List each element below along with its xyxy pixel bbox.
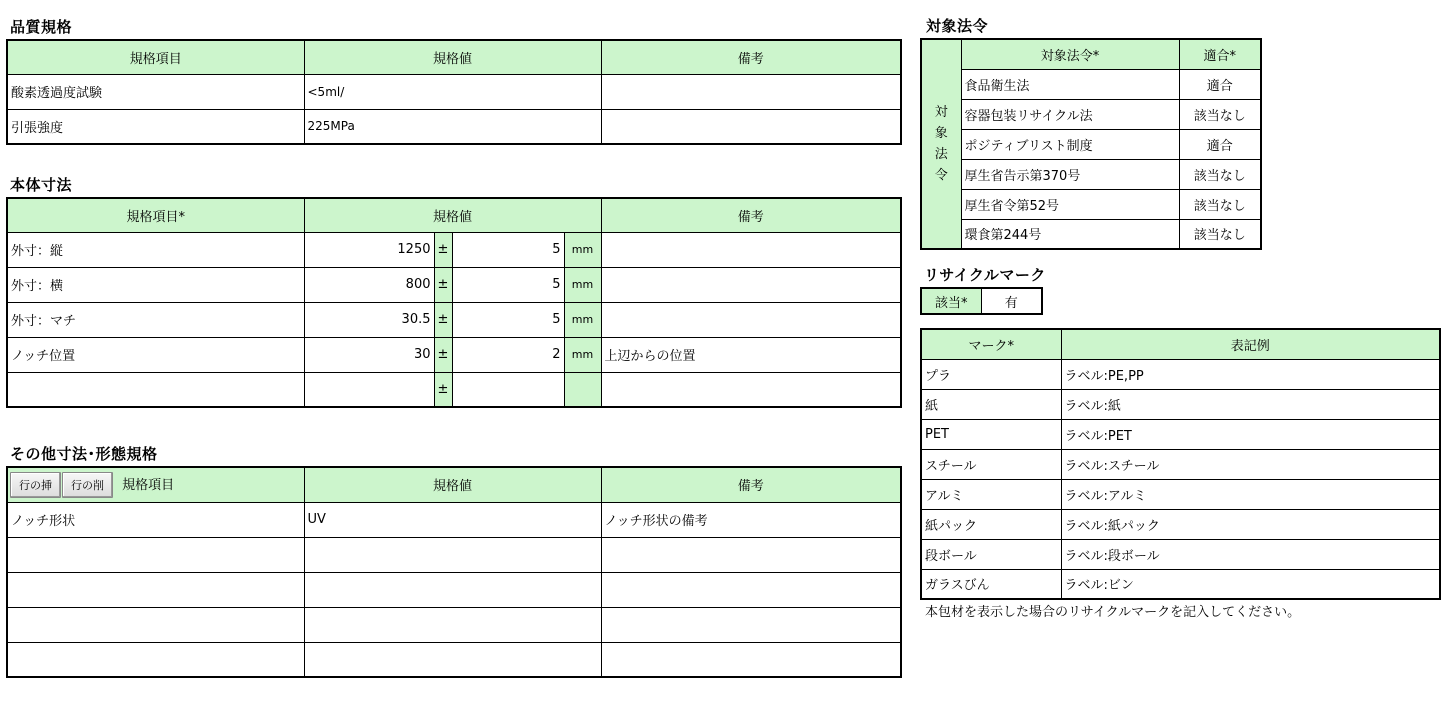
body-dims-header-value: 規格値 <box>304 198 601 232</box>
recycle-mark-cell[interactable]: プラ <box>921 359 1061 389</box>
dim-value-cell[interactable]: 800 <box>304 267 434 302</box>
law-name-cell: 食品衛生法 <box>961 69 1179 99</box>
other-note-cell[interactable]: ノッチ形状の備考 <box>601 502 901 537</box>
table-row <box>921 359 1440 389</box>
plus-minus-symbol: ± <box>434 302 452 337</box>
dim-tolerance-cell[interactable] <box>452 372 564 407</box>
other-value-cell[interactable] <box>304 607 601 642</box>
recycle-mark-cell[interactable]: 紙 <box>921 389 1061 419</box>
dim-tolerance-cell[interactable]: 2 <box>452 337 564 372</box>
recycle-example-cell: ラベル:紙 <box>1061 389 1440 419</box>
recycle-mark-cell[interactable]: 紙パック <box>921 509 1061 539</box>
table-row <box>921 509 1440 539</box>
dim-note-cell[interactable] <box>601 232 901 267</box>
dim-item-cell[interactable] <box>7 372 304 407</box>
delete-row-button[interactable]: 行の削 <box>62 472 113 498</box>
other-value-cell[interactable]: UV <box>304 502 601 537</box>
law-name-cell: 厚生省告示第370号 <box>961 159 1179 189</box>
dim-tolerance-cell[interactable]: 5 <box>452 232 564 267</box>
recycle-header-example: 表記例 <box>1061 329 1440 359</box>
table-row <box>921 219 1261 249</box>
recycle-applicable-label: 該当* <box>921 288 981 314</box>
insert-row-button[interactable]: 行の挿 <box>10 472 61 498</box>
recycle-mark-cell[interactable]: アルミ <box>921 479 1061 509</box>
law-status-cell[interactable]: 該当なし <box>1179 99 1261 129</box>
table-row <box>921 449 1440 479</box>
recycle-mark-cell[interactable]: 段ボール <box>921 539 1061 569</box>
dim-note-cell[interactable] <box>601 372 901 407</box>
plus-minus-symbol: ± <box>434 232 452 267</box>
law-status-cell[interactable]: 適合 <box>1179 129 1261 159</box>
table-row <box>7 372 901 407</box>
laws-side-label: 対象法令 <box>921 39 961 249</box>
dim-note-cell[interactable] <box>601 302 901 337</box>
plus-minus-symbol: ± <box>434 337 452 372</box>
other-dims-header-note: 備考 <box>601 467 901 502</box>
quality-item-cell[interactable]: 引張強度 <box>7 109 304 144</box>
dim-unit-cell: mm <box>564 232 601 267</box>
other-item-cell[interactable] <box>7 572 304 607</box>
dim-item-cell[interactable]: 外寸：マチ <box>7 302 304 337</box>
dim-value-cell[interactable]: 30 <box>304 337 434 372</box>
plus-minus-symbol: ± <box>434 372 452 407</box>
table-row <box>7 572 901 607</box>
body-dims-header-note: 備考 <box>601 198 901 232</box>
law-status-cell[interactable]: 該当なし <box>1179 159 1261 189</box>
law-status-cell[interactable]: 適合 <box>1179 69 1261 99</box>
quality-note-cell[interactable] <box>601 109 901 144</box>
table-row <box>921 129 1261 159</box>
law-name-cell: 容器包装リサイクル法 <box>961 99 1179 129</box>
quality-value-cell[interactable]: 225MPa <box>304 109 601 144</box>
table-row <box>921 159 1261 189</box>
table-row <box>7 267 901 302</box>
table-row <box>921 69 1261 99</box>
dim-value-cell[interactable]: 1250 <box>304 232 434 267</box>
law-name-cell: 厚生省令第52号 <box>961 189 1179 219</box>
table-row <box>7 337 901 372</box>
table-row <box>921 539 1440 569</box>
dim-value-cell[interactable]: 30.5 <box>304 302 434 337</box>
quality-value-cell[interactable]: <5ml/ <box>304 74 601 109</box>
body-dims-section-title: 本体寸法 <box>10 176 73 194</box>
table-row <box>7 537 901 572</box>
dim-unit-cell: mm <box>564 267 601 302</box>
quality-table <box>6 39 902 145</box>
quality-item-cell[interactable]: 酸素透過度試験 <box>7 74 304 109</box>
recycle-applicable-table <box>920 287 1043 315</box>
other-dims-header-item: 規格項目 <box>122 477 175 493</box>
recycle-section-title: リサイクルマーク <box>924 266 1046 284</box>
recycle-mark-cell[interactable]: ガラスびん <box>921 569 1061 599</box>
other-item-cell[interactable] <box>7 642 304 677</box>
dim-unit-cell: mm <box>564 302 601 337</box>
quality-header-value: 規格値 <box>304 40 601 74</box>
quality-header-note: 備考 <box>601 40 901 74</box>
dim-item-cell[interactable]: 外寸：横 <box>7 267 304 302</box>
laws-table <box>920 38 1262 250</box>
recycle-example-cell: ラベル:PE,PP <box>1061 359 1440 389</box>
other-dims-table <box>6 466 902 678</box>
table-row <box>7 302 901 337</box>
table-row <box>921 189 1261 219</box>
other-dims-section-title: その他寸法･形態規格 <box>10 445 158 463</box>
other-value-cell[interactable] <box>304 642 601 677</box>
table-row <box>921 389 1440 419</box>
quality-section-title: 品質規格 <box>10 18 73 36</box>
dim-item-cell[interactable]: 外寸：縦 <box>7 232 304 267</box>
dim-note-cell[interactable] <box>601 267 901 302</box>
recycle-footnote: 本包材を表示した場合のリサイクルマークを記入してください。 <box>925 605 1301 620</box>
laws-header-law: 対象法令* <box>961 39 1179 69</box>
recycle-example-cell: ラベル:段ボール <box>1061 539 1440 569</box>
recycle-example-cell: ラベル:PET <box>1061 419 1440 449</box>
dim-value-cell[interactable] <box>304 372 434 407</box>
table-row <box>921 99 1261 129</box>
quality-note-cell[interactable] <box>601 74 901 109</box>
body-dims-header-item: 規格項目* <box>7 198 304 232</box>
other-note-cell[interactable] <box>601 642 901 677</box>
law-name-cell: ポジティブリスト制度 <box>961 129 1179 159</box>
dim-unit-cell: mm <box>564 337 601 372</box>
other-value-cell[interactable] <box>304 572 601 607</box>
recycle-applicable-value[interactable]: 有 <box>981 288 1042 314</box>
other-note-cell[interactable] <box>601 607 901 642</box>
body-dims-table <box>6 197 902 408</box>
recycle-example-cell: ラベル:スチール <box>1061 449 1440 479</box>
table-row <box>7 232 901 267</box>
other-dims-header-value: 規格値 <box>304 467 601 502</box>
law-name-cell: 環食第244号 <box>961 219 1179 249</box>
quality-header-item: 規格項目 <box>7 40 304 74</box>
other-item-cell[interactable] <box>7 607 304 642</box>
law-status-cell[interactable]: 該当なし <box>1179 189 1261 219</box>
laws-section-title: 対象法令 <box>926 17 989 35</box>
table-row <box>921 419 1440 449</box>
other-note-cell[interactable] <box>601 537 901 572</box>
law-status-cell[interactable]: 該当なし <box>1179 219 1261 249</box>
table-row <box>921 479 1440 509</box>
plus-minus-symbol: ± <box>434 267 452 302</box>
recycle-example-cell: ラベル:ビン <box>1061 569 1440 599</box>
recycle-mark-table <box>920 328 1441 600</box>
other-item-cell[interactable] <box>7 537 304 572</box>
other-note-cell[interactable] <box>601 572 901 607</box>
recycle-mark-cell[interactable]: PET <box>921 419 1061 449</box>
dim-tolerance-cell[interactable]: 5 <box>452 302 564 337</box>
other-dims-header-item-cell <box>7 467 304 502</box>
laws-header-status: 適合* <box>1179 39 1261 69</box>
recycle-example-cell: ラベル:アルミ <box>1061 479 1440 509</box>
dim-unit-cell <box>564 372 601 407</box>
dim-note-cell[interactable]: 上辺からの位置 <box>601 337 901 372</box>
other-value-cell[interactable] <box>304 537 601 572</box>
table-row <box>7 502 901 537</box>
table-row <box>921 569 1440 599</box>
table-row <box>7 642 901 677</box>
table-row <box>7 607 901 642</box>
recycle-example-cell: ラベル:紙パック <box>1061 509 1440 539</box>
recycle-header-mark: マーク* <box>921 329 1061 359</box>
dim-item-cell[interactable]: ノッチ位置 <box>7 337 304 372</box>
other-item-cell[interactable]: ノッチ形状 <box>7 502 304 537</box>
dim-tolerance-cell[interactable]: 5 <box>452 267 564 302</box>
recycle-mark-cell[interactable]: スチール <box>921 449 1061 479</box>
table-row <box>7 74 901 109</box>
table-row <box>7 109 901 144</box>
